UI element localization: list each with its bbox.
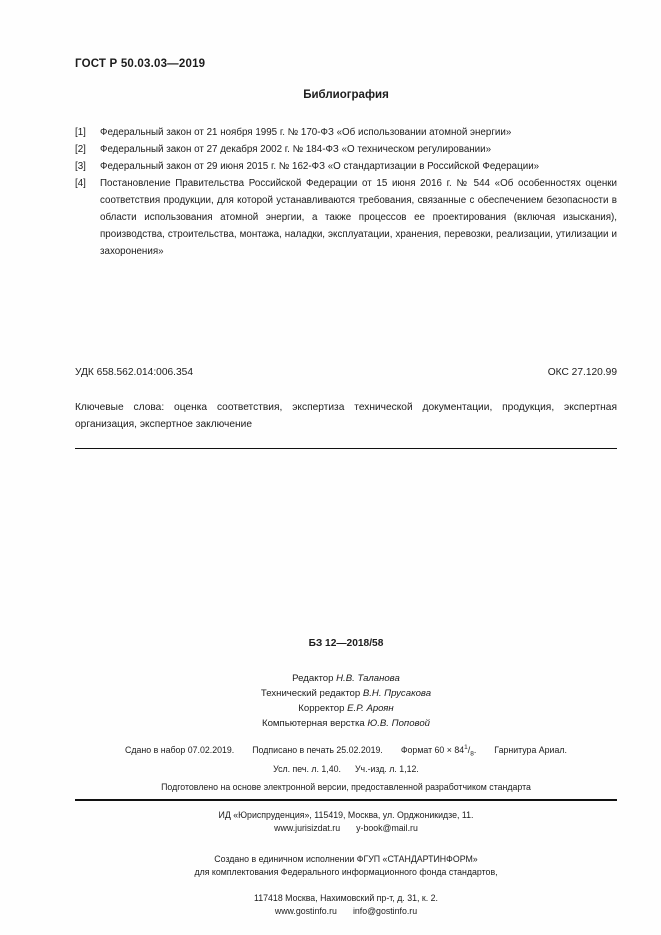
print-volume-line xyxy=(75,762,617,776)
standartinform-note-line2: для комплектования Федерального информационного фонда стандартов, xyxy=(194,867,498,878)
print-sheets-accounting: Уч.-изд. л. 1,12. xyxy=(354,763,419,774)
staff-line-technical-editor xyxy=(75,686,617,701)
bibliography-entry-text: Постановление Правительства Российской Федерации от 15 июня 2016 г. № 544 «Об особенностях оценки соответствия продукции, для которой устанавливаются требования, связанные с обеспечением безопасности в области использования атомной энергии, а также процессов ее проектирования (включая изыскания), производства, строительства, монтажа, наладки, эксплуатации, хранения, перевозки, реализации, утилизации и захоронения» xyxy=(100,178,617,257)
standartinform-note-line1: Создано в единичном исполнении ФГУП «СТАНДАРТИНФОРМ» xyxy=(214,853,478,864)
staff-role: Редактор xyxy=(292,673,337,684)
section-title-bibliography: Библиография xyxy=(303,89,389,101)
staff-name: Е.Р. Ароян xyxy=(347,703,394,714)
bibliography-entry-text: Федеральный закон от 27 декабря 2002 г. № 184-ФЗ «О техническом регулировании» xyxy=(100,144,492,155)
publisher-contacts xyxy=(75,822,617,836)
format-fraction-denominator: 8 xyxy=(470,750,474,758)
staff-role: Компьютерная верстка xyxy=(262,718,368,729)
print-typeface: Гарнитура Ариал. xyxy=(494,744,567,755)
bz-code: БЗ 12—2018/58 xyxy=(308,638,384,649)
bibliography-list xyxy=(75,124,617,260)
udk-code: УДК 658.562.014:006.354 xyxy=(75,367,193,378)
bibliography-entry xyxy=(75,175,617,260)
staff-line-layout xyxy=(75,716,617,731)
bibliography-entry-text: Федеральный закон от 29 июня 2015 г. № 162-ФЗ «О стандартизации в Российской Федерации» xyxy=(100,161,540,172)
classification-row xyxy=(75,367,617,378)
print-date-signed: Подписано в печать 25.02.2019. xyxy=(252,744,383,755)
staff-name: В.Н. Прусакова xyxy=(362,688,432,699)
print-data-line xyxy=(75,741,617,762)
print-date-typeset: Сдано в набор 07.02.2019. xyxy=(125,744,235,755)
standartinform-website: www.gostinfo.ru xyxy=(274,906,337,917)
publisher-block xyxy=(75,809,617,919)
format-fraction-slash: / xyxy=(467,744,471,755)
prepared-note: Подготовлено на основе электронной версии, предоставленной разработчиком стандарта xyxy=(161,781,531,792)
keywords-paragraph: Ключевые слова: оценка соответствия, экспертиза технической документации, продукция, экспертная организация, экспертное заключение xyxy=(75,402,617,430)
staff-line-proofreader xyxy=(75,701,617,716)
publisher-email: y-book@mail.ru xyxy=(356,823,418,834)
publisher-website: www.jurisizdat.ru xyxy=(274,823,341,834)
staff-line-editor xyxy=(75,671,617,686)
bibliography-entry xyxy=(75,141,617,158)
bibliography-entry-marker: [4] xyxy=(75,178,86,189)
standartinform-email: info@gostinfo.ru xyxy=(352,906,418,917)
staff-role: Корректор xyxy=(298,703,348,714)
staff-name: Н.В. Таланова xyxy=(336,673,400,684)
print-format: Формат $60 \times 84^1/_8$. xyxy=(400,744,477,758)
bibliography-entry-marker: [3] xyxy=(75,161,86,172)
horizontal-rule-bottom xyxy=(75,799,617,801)
format-fraction-numerator: 1 xyxy=(464,744,468,751)
bibliography-entry-text: Федеральный закон от 21 ноября 1995 г. № 170-ФЗ «Об использовании атомной энергии» xyxy=(100,127,512,138)
staff-name: Ю.В. Поповой xyxy=(367,718,430,729)
oks-code: ОКС 27.120.99 xyxy=(547,367,617,378)
bibliography-entry xyxy=(75,124,617,141)
bibliography-entry-marker: [2] xyxy=(75,144,86,155)
print-sheets-conventional: Усл. печ. л. 1,40. xyxy=(273,763,341,774)
staff-role: Технический редактор xyxy=(260,688,363,699)
publisher-address: ИД «Юриспруденция», 115419, Москва, ул. Орджоникидзе, 11. xyxy=(218,809,474,820)
standartinform-address: 117418 Москва, Нахимовский пр-т, д. 31, к. 2. xyxy=(254,892,438,903)
document-code: ГОСТ Р 50.03.03—2019 xyxy=(75,58,206,70)
staff-credits xyxy=(75,671,617,731)
print-data-block xyxy=(75,741,617,776)
standartinform-contacts xyxy=(75,905,617,919)
bibliography-entry xyxy=(75,158,617,175)
bibliography-entry-marker: [1] xyxy=(75,127,86,138)
horizontal-rule-top xyxy=(75,448,617,449)
